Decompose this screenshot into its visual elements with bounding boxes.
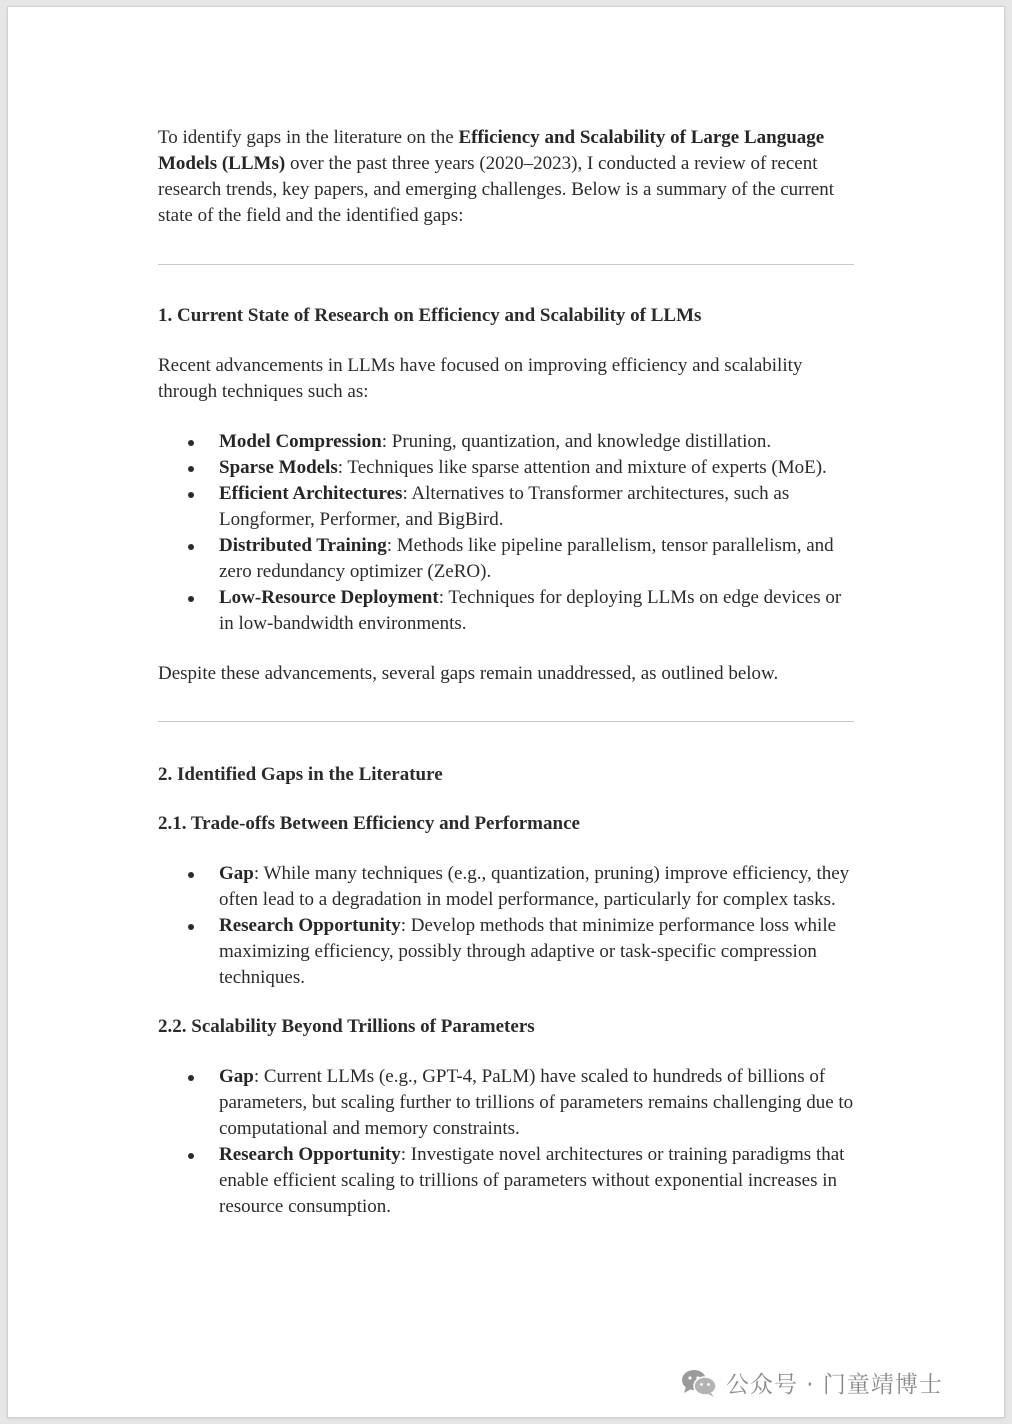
gap-list-1 bbox=[158, 861, 854, 991]
section-2-1-heading: 2.1. Trade-offs Between Efficiency and Performance bbox=[158, 813, 580, 834]
document-page bbox=[8, 7, 1004, 1417]
divider bbox=[158, 264, 854, 265]
divider bbox=[158, 721, 854, 722]
list-item: Distributed Training: Methods like pipeline parallelism, tensor parallelism, and zero redundancy optimizer (ZeRO). bbox=[219, 533, 854, 585]
list-item: Gap: Current LLMs (e.g., GPT-4, PaLM) have scaled to hundreds of billions of parameters, but scaling further to trillions of parameters remains challenging due to computational and memory constraints. bbox=[219, 1064, 854, 1142]
list-item: Gap: While many techniques (e.g., quantization, pruning) improve efficiency, they often lead to a degradation in model performance, particularly for complex tasks. bbox=[219, 861, 854, 913]
section-2-heading: 2. Identified Gaps in the Literature bbox=[158, 764, 443, 785]
intro-paragraph: To identify gaps in the literature on the Efficiency and Scalability of Large Language Models (LLMs) over the past three years (2020–2023), I conducted a review of recent research trends, key papers, and emerging challenges. Below is a summary of the current state of the field and the identified gaps: bbox=[158, 127, 835, 226]
wechat-icon bbox=[680, 1368, 718, 1398]
section-2-2-heading: 2.2. Scalability Beyond Trillions of Parameters bbox=[158, 1016, 535, 1037]
list-item: Low-Resource Deployment: Techniques for deploying LLMs on edge devices or in low-bandwidth environments. bbox=[219, 585, 854, 637]
list-item: Model Compression: Pruning, quantization, and knowledge distillation. bbox=[219, 429, 854, 455]
document-body bbox=[158, 125, 854, 1220]
watermark-text: 公众号 · 门童靖博士 bbox=[726, 1372, 943, 1398]
watermark bbox=[680, 1366, 943, 1399]
section-1-closing: Despite these advancements, several gaps remain unaddressed, as outlined below. bbox=[158, 663, 779, 684]
list-item: Research Opportunity: Develop methods that minimize performance loss while maximizing efficiency, possibly through adaptive or task-specific compression techniques. bbox=[219, 913, 854, 991]
section-1-heading: 1. Current State of Research on Efficiency and Scalability of LLMs bbox=[158, 305, 702, 326]
section-1-paragraph: Recent advancements in LLMs have focused on improving efficiency and scalability through techniques such as: bbox=[158, 355, 803, 402]
list-item: Efficient Architectures: Alternatives to Transformer architectures, such as Longformer, Performer, and BigBird. bbox=[219, 481, 854, 533]
list-item: Research Opportunity: Investigate novel architectures or training paradigms that enable efficient scaling to trillions of parameters without exponential increases in resource consumption. bbox=[219, 1142, 854, 1220]
techniques-list bbox=[158, 429, 854, 637]
list-item: Sparse Models: Techniques like sparse attention and mixture of experts (MoE). bbox=[219, 455, 854, 481]
gap-list-2 bbox=[158, 1064, 854, 1220]
